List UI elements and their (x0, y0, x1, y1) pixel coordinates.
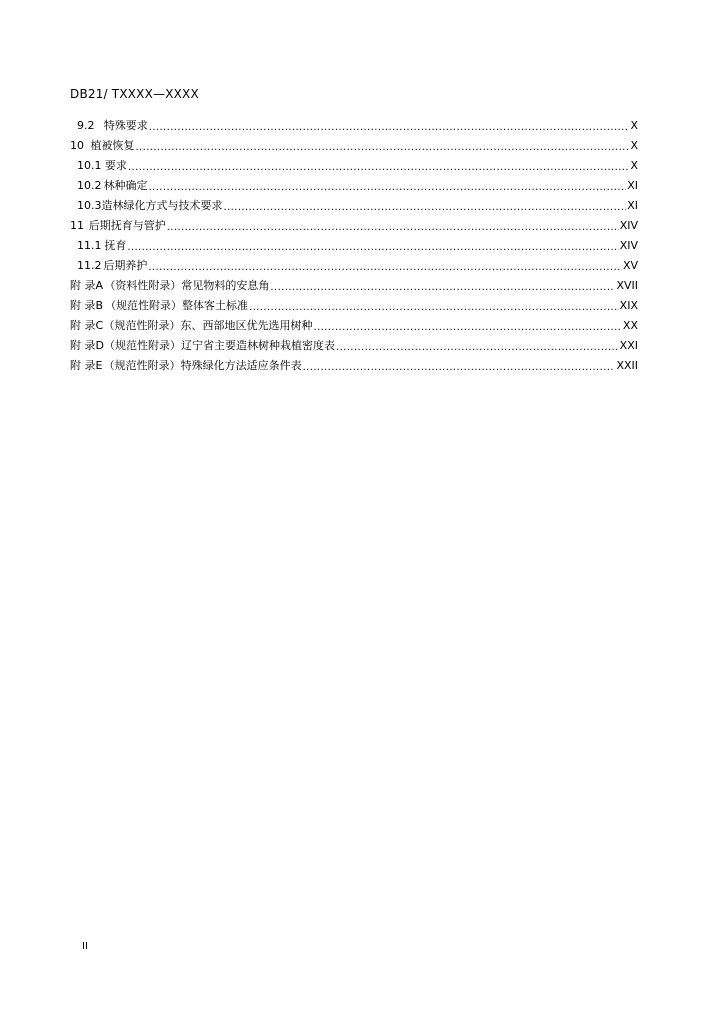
toc-title: 后期养护 (103, 259, 148, 272)
toc-number: 9.2 (77, 119, 95, 132)
dot-leader (224, 200, 627, 212)
toc-entry[interactable] (70, 137, 638, 157)
toc-title: 特殊要求 (103, 119, 148, 132)
dot-leader (135, 140, 629, 152)
dot-leader (313, 320, 621, 332)
toc-number: 10.1 (77, 159, 102, 172)
page-number: II (82, 941, 88, 952)
toc-page: XXI (619, 339, 638, 352)
toc-entry[interactable] (70, 177, 638, 197)
toc-page: XIV (619, 239, 638, 252)
toc-page: XIX (619, 299, 638, 312)
toc-appendix-entry[interactable] (70, 277, 638, 297)
toc-page: XX (622, 319, 638, 332)
toc-entry[interactable] (70, 257, 638, 277)
dot-leader (149, 120, 630, 132)
toc-number: 10.2 (77, 179, 102, 192)
toc-entry[interactable] (70, 217, 638, 237)
dot-leader (336, 340, 619, 352)
toc-title: 植被恢复 (90, 139, 135, 152)
appendix-prefix: 附 录 (70, 359, 96, 372)
appendix-prefix: 附 录 (70, 319, 96, 332)
toc-page: XI (627, 179, 638, 192)
toc-title: 造林绿化方式与技术要求 (101, 199, 223, 212)
appendix-letter: A (95, 279, 104, 292)
toc-page: XI (627, 199, 638, 212)
document-code: DB21/ TXXXX—XXXX (70, 87, 199, 101)
toc-page: X (630, 139, 638, 152)
appendix-prefix: 附 录 (70, 279, 96, 292)
toc-page: XV (622, 259, 638, 272)
appendix-letter: B (95, 299, 104, 312)
toc-entry[interactable] (70, 197, 638, 217)
dot-leader (270, 280, 615, 292)
toc-number: 10 (70, 139, 84, 152)
dot-leader (128, 160, 630, 172)
toc-title: （规范性附录）整体客土标准 (105, 299, 249, 312)
dot-leader (127, 240, 618, 252)
toc-title: （规范性附录）东、西部地区优先选用树种 (103, 319, 313, 332)
appendix-letter: D (95, 339, 104, 352)
toc-page: X (630, 119, 638, 132)
toc-page: XVII (616, 279, 638, 292)
toc-entry[interactable] (70, 237, 638, 257)
dot-leader (249, 300, 619, 312)
toc-appendix-entry[interactable] (70, 317, 638, 337)
toc-title: 抚育 (104, 239, 127, 252)
toc-title: 要求 (104, 159, 127, 172)
table-of-contents (70, 117, 638, 377)
toc-entry[interactable] (70, 157, 638, 177)
appendix-letter: E (95, 359, 103, 372)
toc-number: 11.1 (77, 239, 102, 252)
dot-leader (167, 220, 619, 232)
toc-appendix-entry[interactable] (70, 357, 638, 377)
toc-appendix-entry[interactable] (70, 337, 638, 357)
toc-number: 11.2 (77, 259, 102, 272)
toc-page: XIV (619, 219, 638, 232)
toc-appendix-entry[interactable] (70, 297, 638, 317)
dot-leader (148, 260, 622, 272)
toc-title: 后期抚育与管护 (88, 219, 166, 232)
appendix-prefix: 附 录 (70, 299, 96, 312)
toc-page: XXII (616, 359, 638, 372)
appendix-letter: C (95, 319, 104, 332)
toc-title: 林种确定 (103, 179, 148, 192)
toc-title: （资料性附录）常见物料的安息角 (104, 279, 270, 292)
toc-number: 10.3 (77, 199, 102, 212)
toc-entry[interactable] (70, 117, 638, 137)
toc-page: X (630, 159, 638, 172)
toc-number: 11 (70, 219, 84, 232)
appendix-prefix: 附 录 (70, 339, 96, 352)
dot-leader (149, 180, 627, 192)
toc-title: （规范性附录）特殊绿化方法适应条件表 (103, 359, 302, 372)
toc-title: （规范性附录）辽宁省主要造林树种栽植密度表 (103, 339, 335, 352)
dot-leader (303, 360, 616, 372)
